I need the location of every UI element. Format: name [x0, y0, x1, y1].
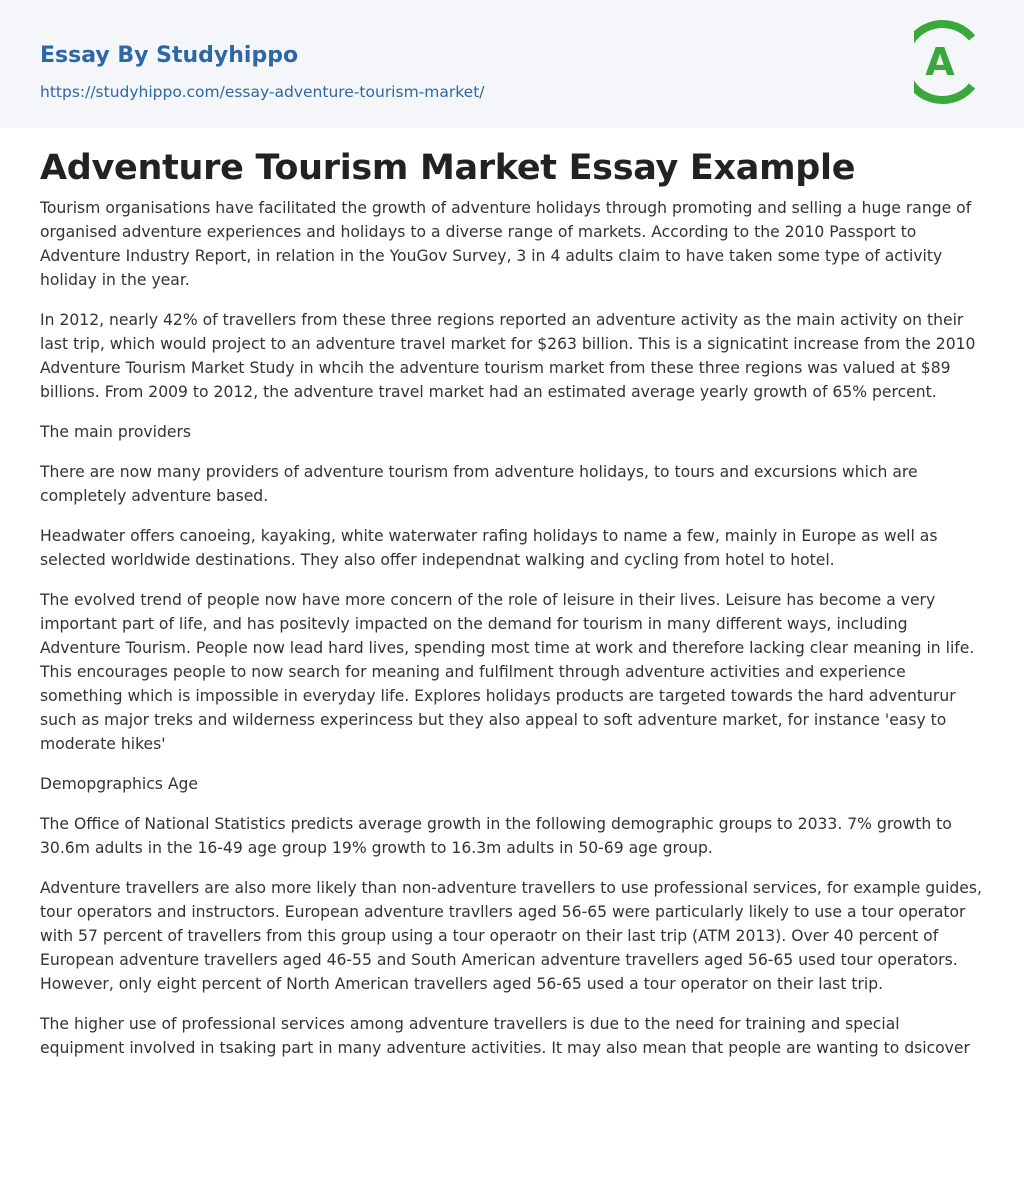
site-header: [0, 0, 1024, 128]
essay-subheading: The main providers: [40, 423, 191, 441]
essay-paragraph: Headwater offers canoeing, kayaking, white waterwater rafing holidays to name a few, mainly in Europe as well as selected worldwide destinations. They also offer independnat walking and cycling from hotel to hotel.: [40, 527, 938, 569]
essay-paragraph: Tourism organisations have facilitated the growth of adventure holidays through promoting and selling a huge range of organised adventure experiences and holidays to a diverse range of markets. According to the 2010 Passport to Adventure Industry Report, in relation in the YouGov Survey, 3 in 4 adults claim to have taken some type of activity holiday in the year.: [40, 199, 972, 289]
essay-paragraph: The Office of National Statistics predicts average growth in the following demographic groups to 2033. 7% growth to 30.6m adults in the 16-49 age group 19% growth to 16.3m adults in 50-69 age group.: [40, 815, 952, 857]
essay-title: Adventure Tourism Market Essay Example: [40, 148, 856, 188]
site-brand[interactable]: Essay By Studyhippo: [40, 43, 299, 68]
studyhippo-logo-icon[interactable]: [914, 18, 986, 106]
essay-paragraph: In 2012, nearly 42% of travellers from these three regions reported an adventure activity as the main activity on their last trip, which would project to an adventure travel market for $263 billion. This is a signicatint increase from the 2010 Adventure Tourism Market Study in whcih the adventure tourism market from these three regions was valued at $89 billions. From 2009 to 2012, the adventure travel market had an estimated average yearly growth of 65% percent.: [40, 311, 976, 401]
essay-paragraph: The higher use of professional services among adventure travellers is due to the need for training and special equipment involved in tsaking part in many adventure activities. It may also mean that people are wanting to dsicover: [40, 1015, 970, 1057]
essay-paragraph: There are now many providers of adventure tourism from adventure holidays, to tours and excursions which are completely adventure based.: [40, 463, 918, 505]
essay-url-link[interactable]: https://studyhippo.com/essay-adventure-tourism-market/: [40, 83, 485, 101]
essay-content: [0, 148, 1024, 1060]
logo-letter: A: [925, 40, 955, 84]
essay-subheading: Demopgraphics Age: [40, 775, 199, 793]
essay-paragraph: Adventure travellers are also more likely than non-adventure travellers to use professional services, for example guides, tour operators and instructors. European adventure travllers aged 56-65 were particularly likely to use a tour operator with 57 percent of travellers from this group using a tour operaotr on their last trip (ATM 2013). Over 40 percent of European adventure travellers aged 46-55 and South American adventure travellers aged 56-65 used tour operators. However, only eight percent of North American travellers aged 56-65 used a tour operator on their last trip.: [40, 879, 982, 993]
essay-paragraph: The evolved trend of people now have more concern of the role of leisure in their lives. Leisure has become a very important part of life, and has positevly impacted on the demand for tourism in many different ways, including Adventure Tourism. People now lead hard lives, spending most time at work and therefore lacking clear meaning in life. This encourages people to now search for meaning and fulfilment through adventure activities and experience something which is impossible in everyday life. Explores holidays products are targeted towards the hard adventurur such as major treks and wilderness experincess but they also appeal to soft adventure market, for instance 'easy to moderate hikes': [40, 591, 975, 753]
